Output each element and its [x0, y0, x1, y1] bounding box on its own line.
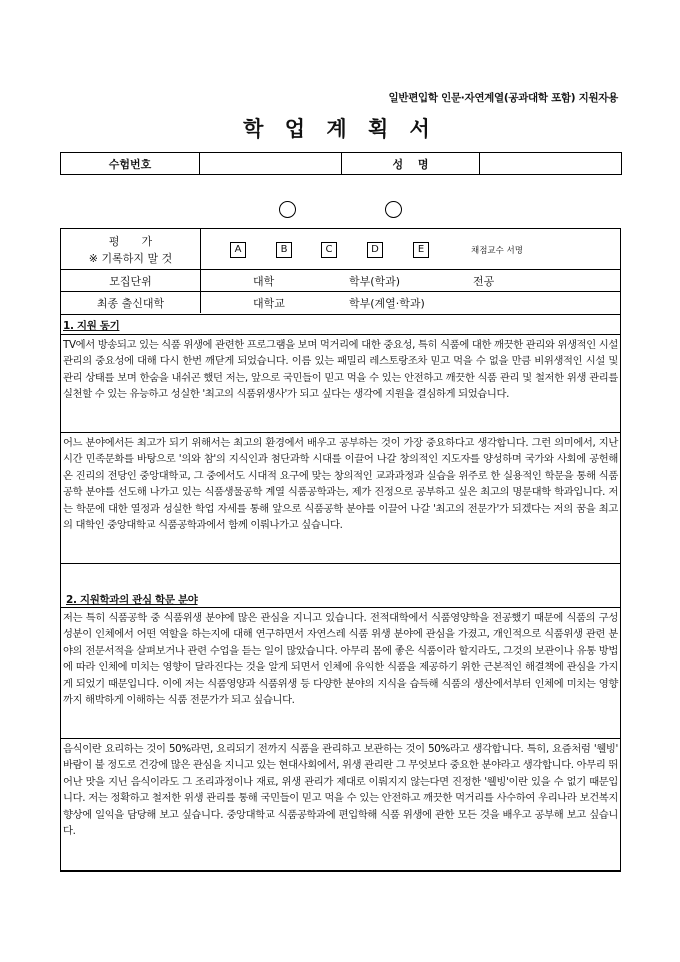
recruitment-row — [61, 270, 620, 292]
grade-b-box[interactable]: B — [276, 242, 292, 258]
section1-paragraph-2: 어느 분야에서든 최고가 되기 위해서는 최고의 환경에서 배우고 공부하는 것이 가장 중요하다고 생각합니다. 그런 의미에서, 지난 시간 민족문화를 바탕으로 '의와 참'의 지식인과 첨단과학 시대를 이끌어 나갈 창의적인 지도자를 양성하며 국가와 사회에 공헌해온 진리의 전당인 중앙대학교, 그 중에서도 시대적 요구에 맞는 창의적인 교과과정과 실습을 위주로 한 실용적인 학문을 통해 식품공학 분야를 선도해 나가고 있는 식품생물공학 계열 식품공학과는, 제가 진정으로 공부하고 싶은 최고의 명문대학 학과입니다. 저는 학문에 대한 열정과 성실한 학업 자세를 통해 앞으로 식품공학 분야를 이끌어 나갈 '최고의 전문가'가 되겠다는 저의 꿈을 최고의 대학인 중앙대학교 식품공학과에서 함께 이뤄나가고 싶습니다. — [61, 432, 620, 563]
circle-marks — [0, 201, 680, 221]
section2-paragraph-1: 저는 특히 식품공학 중 식품위생 분야에 많은 관심을 지니고 있습니다. 전적대학에서 식품영양학을 전공했기 때문에 식품의 구성성분이 인체에서 어떤 역할을 하는지에 대해 연구하면서 자연스레 식품 위생 분야에 관심을 가졌고, 개인적으로 식품위생 관련 분야의 전문서적을 살펴보거나 관련 수업을 듣는 일이 많았습니다. 아무리 몸에 좋은 식품이라 할지라도, 그것의 보관이나 유통 방법에 따라 인체에 미치는 영향이 달라진다는 것을 알게 되면서 인체에 유익한 식품을 제공하기 위한 근본적인 해결책에 관심을 가지게 되었기 때문입니다. 이에 저는 식품영양과 식품위생 등 다양한 분야의 지식을 습득해 식품의 생산에서부터 인체에 미치는 영향까지 해박하게 이해하는 식품 전문가가 되고 싶습니다. — [61, 607, 620, 738]
main-form — [60, 228, 621, 872]
circle-mark-left — [279, 201, 296, 218]
recruitment-college: 대학 — [253, 275, 275, 288]
section1-header — [61, 314, 620, 334]
applicant-type-note: 일반편입학 인문·자연계열(공과대학 포함) 지원자용 — [388, 92, 618, 104]
exam-number-field[interactable] — [200, 153, 342, 175]
name-field[interactable] — [480, 153, 622, 175]
grade-e-box[interactable]: E — [413, 242, 429, 258]
document-title: 학 업 계 획 서 — [243, 117, 437, 141]
recruitment-major: 전공 — [473, 275, 495, 288]
recruitment-label: 모집단위 — [109, 275, 152, 288]
section2-header — [61, 563, 620, 607]
exam-number-label: 수험번호 — [61, 153, 200, 175]
section2-paragraph-2: 음식이란 요리하는 것이 50%라면, 요리되기 전까지 식품을 관리하고 보관하는 것이 50%라고 생각합니다. 특히, 요즘처럼 '웰빙' 바람이 불 정도로 건강에 많은 관심을 지니고 있는 현대사회에서, 위생 관리란 그 무엇보다 중요한 분야라고 생각합니다. 아무리 뛰어난 맛을 지닌 음식이라도 그 조리과정이나 재료, 위생 관리가 제대로 이뤄지지 않는다면 진정한 '웰빙'이란 있을 수 없기 때문입니다. 저는 정확하고 철저한 위생 관리를 통해 국민들이 믿고 먹을 수 있는 안전하고 깨끗한 먹거리를 사수하여 우리나라 보건복지 향상에 일익을 담당해 보고 싶습니다. 중앙대학교 식품공학과에 편입학해 식품 위생에 관한 모든 것을 배우고 공부해 보고 싶습니다. — [61, 738, 620, 871]
grade-d-box[interactable]: D — [367, 242, 383, 258]
recruitment-department: 학부(학과) — [349, 275, 401, 288]
section1-title: 1. 지원 동기 — [63, 320, 120, 332]
evaluation-note: ※ 기록하지 말 것 — [88, 252, 173, 265]
grade-c-box[interactable]: C — [321, 242, 337, 258]
section2-title: 2. 지원학과의 관심 학문 분야 — [66, 594, 198, 606]
evaluation-label: 평 가 — [108, 235, 153, 248]
grader-signature-label: 채점교수 서명 — [471, 246, 523, 256]
evaluation-row — [61, 229, 620, 270]
applicant-info-table — [60, 152, 622, 175]
circle-mark-right — [385, 201, 402, 218]
section1-paragraph-1: TV에서 방송되고 있는 식품 위생에 관련한 프로그램을 보며 먹거리에 대한 중요성, 특히 식품에 대한 깨끗한 관리와 위생적인 시설 관리의 중요성에 대해 다시 한번 깨닫게 되었습니다. 이름 있는 패밀리 레스토랑조차 믿고 먹을 수 없을 만큼 비위생적인 시설 및 관리 상태를 보며 한숨을 내쉬곤 했던 저는, 앞으로 국민들이 믿고 먹을 수 있는 안전하고 깨끗한 식품 관리 및 철저한 위생 관리를 실천할 수 있는 유능하고 성실한 '최고의 식품위생사'가 되고 싶다는 생각에 지원을 결심하게 되었습니다. — [61, 334, 620, 432]
graduation-label: 최종 출신대학 — [96, 297, 165, 310]
name-label: 성 명 — [342, 153, 480, 175]
grade-a-box[interactable]: A — [230, 242, 246, 258]
graduation-university: 대학교 — [253, 297, 285, 310]
graduation-department: 학부(계열·학과) — [349, 297, 425, 310]
graduation-row — [61, 292, 620, 313]
